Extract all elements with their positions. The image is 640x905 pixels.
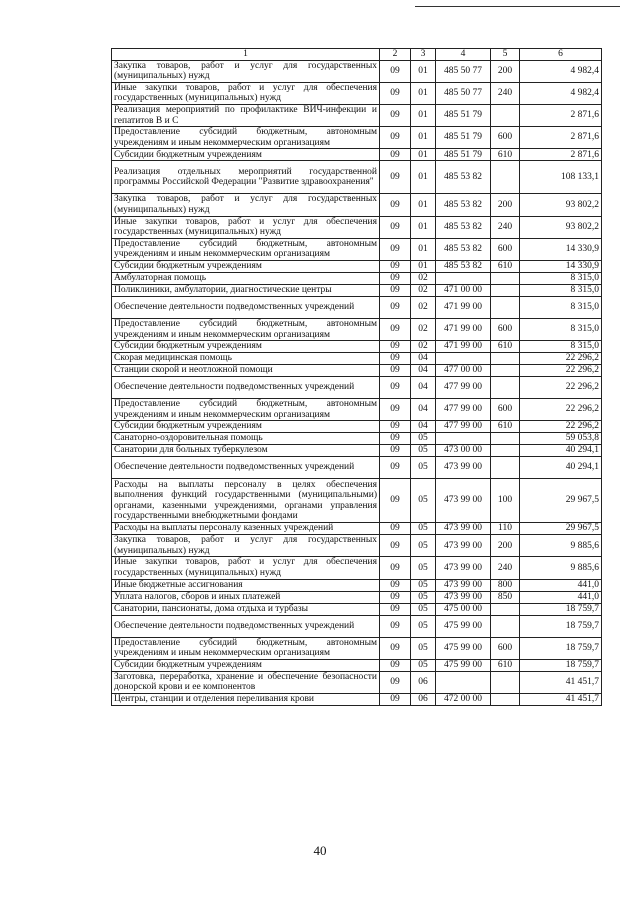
expense-type-code: 200 xyxy=(491,194,520,216)
section-code: 09 xyxy=(380,479,411,523)
expense-type-code xyxy=(491,603,520,615)
amount: 441,0 xyxy=(520,591,602,603)
target-article-code: 471 99 00 xyxy=(436,318,491,340)
amount: 22 296,2 xyxy=(520,377,602,399)
item-name: Реализация отдельных мероприятий государственной программы Российской Федерации "Развитие здравоохранения" xyxy=(112,161,380,194)
target-article-code xyxy=(436,353,491,365)
table-row xyxy=(112,433,602,445)
target-article-code: 475 99 00 xyxy=(436,615,491,637)
subsection-code: 01 xyxy=(411,216,436,238)
table-row xyxy=(112,161,602,194)
expense-type-code xyxy=(491,353,520,365)
amount: 8 315,0 xyxy=(520,284,602,296)
amount: 22 296,2 xyxy=(520,421,602,433)
expense-type-code xyxy=(491,161,520,194)
subsection-code: 05 xyxy=(411,479,436,523)
amount: 41 451,7 xyxy=(520,694,602,706)
expense-type-code xyxy=(491,615,520,637)
subsection-code: 04 xyxy=(411,421,436,433)
subsection-code: 05 xyxy=(411,659,436,671)
expense-type-code: 110 xyxy=(491,523,520,535)
expense-type-code: 600 xyxy=(491,637,520,659)
item-name: Иные закупки товаров, работ и услуг для обеспечения государственных (муниципальных) нужд xyxy=(112,216,380,238)
section-code: 09 xyxy=(380,272,411,284)
table-row xyxy=(112,659,602,671)
expense-type-code xyxy=(491,671,520,693)
subsection-code: 05 xyxy=(411,457,436,479)
amount: 22 296,2 xyxy=(520,399,602,421)
column-header-3: 3 xyxy=(411,49,436,61)
item-name: Станции скорой и неотложной помощи xyxy=(112,365,380,377)
table-header-row xyxy=(112,49,602,61)
section-code: 09 xyxy=(380,523,411,535)
subsection-code: 04 xyxy=(411,377,436,399)
expense-type-code: 240 xyxy=(491,557,520,579)
amount: 40 294,1 xyxy=(520,445,602,457)
amount: 2 871,6 xyxy=(520,104,602,126)
table-row xyxy=(112,318,602,340)
subsection-code: 01 xyxy=(411,260,436,272)
item-name: Закупка товаров, работ и услуг для государственных (муниципальных) нужд xyxy=(112,535,380,557)
target-article-code: 477 99 00 xyxy=(436,421,491,433)
target-article-code: 475 00 00 xyxy=(436,603,491,615)
section-code: 09 xyxy=(380,659,411,671)
item-name: Субсидии бюджетным учреждениям xyxy=(112,659,380,671)
amount: 18 759,7 xyxy=(520,659,602,671)
subsection-code: 01 xyxy=(411,104,436,126)
table-row xyxy=(112,399,602,421)
expense-type-code xyxy=(491,365,520,377)
section-code: 09 xyxy=(380,216,411,238)
item-name: Обеспечение деятельности подведомственных учреждений xyxy=(112,377,380,399)
column-header-6: 6 xyxy=(520,49,602,61)
subsection-code: 01 xyxy=(411,149,436,161)
amount: 4 982,4 xyxy=(520,60,602,82)
item-name: Амбулаторная помощь xyxy=(112,272,380,284)
subsection-code: 02 xyxy=(411,284,436,296)
item-name: Обеспечение деятельности подведомственных учреждений xyxy=(112,615,380,637)
expense-type-code xyxy=(491,377,520,399)
subsection-code: 05 xyxy=(411,433,436,445)
item-name: Обеспечение деятельности подведомственных учреждений xyxy=(112,296,380,318)
section-code: 09 xyxy=(380,603,411,615)
target-article-code: 473 99 00 xyxy=(436,579,491,591)
table-row xyxy=(112,557,602,579)
table-row xyxy=(112,104,602,126)
expense-type-code: 610 xyxy=(491,421,520,433)
amount: 41 451,7 xyxy=(520,671,602,693)
subsection-code: 05 xyxy=(411,579,436,591)
table-row xyxy=(112,127,602,149)
table-row xyxy=(112,615,602,637)
subsection-code: 02 xyxy=(411,272,436,284)
expense-type-code: 240 xyxy=(491,82,520,104)
expense-type-code xyxy=(491,445,520,457)
target-article-code: 473 99 00 xyxy=(436,557,491,579)
target-article-code xyxy=(436,272,491,284)
table-row xyxy=(112,238,602,260)
subsection-code: 05 xyxy=(411,523,436,535)
table-row xyxy=(112,535,602,557)
section-code: 09 xyxy=(380,284,411,296)
subsection-code: 01 xyxy=(411,161,436,194)
expense-type-code: 600 xyxy=(491,127,520,149)
table-row xyxy=(112,260,602,272)
table-row xyxy=(112,603,602,615)
expense-type-code: 610 xyxy=(491,149,520,161)
item-name: Иные бюджетные ассигнования xyxy=(112,579,380,591)
subsection-code: 05 xyxy=(411,637,436,659)
subsection-code: 05 xyxy=(411,557,436,579)
item-name: Субсидии бюджетным учреждениям xyxy=(112,341,380,353)
target-article-code: 477 99 00 xyxy=(436,399,491,421)
section-code: 09 xyxy=(380,82,411,104)
section-code: 09 xyxy=(380,457,411,479)
section-code: 09 xyxy=(380,637,411,659)
item-name: Расходы на выплаты персоналу в целях обеспечения выполнения функций государственными (муниципальными) органами, казенными учреждениями, органами управления государственными внебюджетными фондами xyxy=(112,479,380,523)
subsection-code: 05 xyxy=(411,535,436,557)
table-row xyxy=(112,272,602,284)
section-code: 09 xyxy=(380,433,411,445)
amount: 14 330,9 xyxy=(520,238,602,260)
table-row xyxy=(112,341,602,353)
item-name: Предоставление субсидий бюджетным, автономным учреждениям и иным некоммерческим организациям xyxy=(112,399,380,421)
amount: 22 296,2 xyxy=(520,365,602,377)
amount: 59 053,8 xyxy=(520,433,602,445)
expense-type-code xyxy=(491,433,520,445)
expense-type-code: 600 xyxy=(491,318,520,340)
amount: 18 759,7 xyxy=(520,637,602,659)
section-code: 09 xyxy=(380,579,411,591)
target-article-code: 471 00 00 xyxy=(436,284,491,296)
item-name: Предоставление субсидий бюджетным, автономным учреждениям и иным некоммерческим организациям xyxy=(112,127,380,149)
amount: 2 871,6 xyxy=(520,149,602,161)
table-row xyxy=(112,523,602,535)
target-article-code: 485 51 79 xyxy=(436,127,491,149)
table-row xyxy=(112,694,602,706)
item-name: Заготовка, переработка, хранение и обеспечение безопасности донорской крови и ее компонентов xyxy=(112,671,380,693)
table-row xyxy=(112,479,602,523)
target-article-code: 475 99 00 xyxy=(436,637,491,659)
amount: 108 133,1 xyxy=(520,161,602,194)
target-article-code: 477 00 00 xyxy=(436,365,491,377)
column-header-1: 1 xyxy=(112,49,380,61)
subsection-code: 02 xyxy=(411,296,436,318)
section-code: 09 xyxy=(380,127,411,149)
expense-type-code xyxy=(491,272,520,284)
subsection-code: 04 xyxy=(411,353,436,365)
table-body xyxy=(112,60,602,705)
subsection-code: 06 xyxy=(411,671,436,693)
section-code: 09 xyxy=(380,238,411,260)
table-row xyxy=(112,60,602,82)
subsection-code: 01 xyxy=(411,194,436,216)
expense-type-code xyxy=(491,296,520,318)
subsection-code: 04 xyxy=(411,399,436,421)
amount: 9 885,6 xyxy=(520,557,602,579)
expense-type-code xyxy=(491,284,520,296)
expense-type-code xyxy=(491,457,520,479)
amount: 93 802,2 xyxy=(520,216,602,238)
amount: 93 802,2 xyxy=(520,194,602,216)
subsection-code: 05 xyxy=(411,591,436,603)
table-row xyxy=(112,445,602,457)
amount: 441,0 xyxy=(520,579,602,591)
target-article-code: 485 50 77 xyxy=(436,82,491,104)
target-article-code: 471 99 00 xyxy=(436,296,491,318)
amount: 29 967,5 xyxy=(520,479,602,523)
target-article-code: 485 51 79 xyxy=(436,104,491,126)
subsection-code: 01 xyxy=(411,238,436,260)
table-row xyxy=(112,216,602,238)
expense-type-code: 600 xyxy=(491,238,520,260)
subsection-code: 01 xyxy=(411,127,436,149)
subsection-code: 04 xyxy=(411,365,436,377)
item-name: Субсидии бюджетным учреждениям xyxy=(112,421,380,433)
amount: 8 315,0 xyxy=(520,272,602,284)
target-article-code: 485 53 82 xyxy=(436,161,491,194)
section-code: 09 xyxy=(380,161,411,194)
target-article-code: 485 53 82 xyxy=(436,238,491,260)
subsection-code: 02 xyxy=(411,341,436,353)
column-header-4: 4 xyxy=(436,49,491,61)
target-article-code: 473 99 00 xyxy=(436,523,491,535)
expense-type-code xyxy=(491,104,520,126)
table-row xyxy=(112,149,602,161)
target-article-code: 473 99 00 xyxy=(436,535,491,557)
amount: 40 294,1 xyxy=(520,457,602,479)
target-article-code: 475 99 00 xyxy=(436,659,491,671)
item-name: Уплата налогов, сборов и иных платежей xyxy=(112,591,380,603)
table-row xyxy=(112,284,602,296)
amount: 8 315,0 xyxy=(520,318,602,340)
section-code: 09 xyxy=(380,399,411,421)
target-article-code: 473 00 00 xyxy=(436,445,491,457)
target-article-code: 485 53 82 xyxy=(436,194,491,216)
item-name: Субсидии бюджетным учреждениям xyxy=(112,149,380,161)
section-code: 09 xyxy=(380,694,411,706)
item-name: Закупка товаров, работ и услуг для государственных (муниципальных) нужд xyxy=(112,60,380,82)
item-name: Иные закупки товаров, работ и услуг для обеспечения государственных (муниципальных) нужд xyxy=(112,82,380,104)
amount: 2 871,6 xyxy=(520,127,602,149)
target-article-code: 477 99 00 xyxy=(436,377,491,399)
subsection-code: 05 xyxy=(411,603,436,615)
item-name: Санаторно-оздоровительная помощь xyxy=(112,433,380,445)
column-header-5: 5 xyxy=(491,49,520,61)
section-code: 09 xyxy=(380,296,411,318)
item-name: Поликлиники, амбулатории, диагностические центры xyxy=(112,284,380,296)
amount: 22 296,2 xyxy=(520,353,602,365)
expense-type-code: 100 xyxy=(491,479,520,523)
budget-table xyxy=(111,48,602,706)
amount: 18 759,7 xyxy=(520,615,602,637)
table-row xyxy=(112,353,602,365)
table-row xyxy=(112,421,602,433)
expense-type-code: 610 xyxy=(491,659,520,671)
target-article-code: 485 50 77 xyxy=(436,60,491,82)
subsection-code: 01 xyxy=(411,60,436,82)
section-code: 09 xyxy=(380,341,411,353)
expense-type-code: 200 xyxy=(491,535,520,557)
item-name: Закупка товаров, работ и услуг для государственных (муниципальных) нужд xyxy=(112,194,380,216)
subsection-code: 01 xyxy=(411,82,436,104)
item-name: Обеспечение деятельности подведомственных учреждений xyxy=(112,457,380,479)
expense-type-code: 200 xyxy=(491,60,520,82)
section-code: 09 xyxy=(380,615,411,637)
section-code: 09 xyxy=(380,194,411,216)
target-article-code: 472 00 00 xyxy=(436,694,491,706)
amount: 29 967,5 xyxy=(520,523,602,535)
section-code: 09 xyxy=(380,104,411,126)
target-article-code: 473 99 00 xyxy=(436,479,491,523)
section-code: 09 xyxy=(380,318,411,340)
page-number: 40 xyxy=(313,843,327,858)
section-code: 09 xyxy=(380,557,411,579)
header-rule xyxy=(415,6,620,7)
item-name: Центры, станции и отделения переливания крови xyxy=(112,694,380,706)
item-name: Санатории для больных туберкулезом xyxy=(112,445,380,457)
table-row xyxy=(112,591,602,603)
section-code: 09 xyxy=(380,365,411,377)
table-row xyxy=(112,365,602,377)
table-row xyxy=(112,579,602,591)
item-name: Скорая медицинская помощь xyxy=(112,353,380,365)
table-row xyxy=(112,457,602,479)
expense-type-code: 850 xyxy=(491,591,520,603)
column-header-2: 2 xyxy=(380,49,411,61)
table-row xyxy=(112,637,602,659)
table-row xyxy=(112,82,602,104)
amount: 8 315,0 xyxy=(520,341,602,353)
table-row xyxy=(112,296,602,318)
section-code: 09 xyxy=(380,671,411,693)
item-name: Предоставление субсидий бюджетным, автономным учреждениям и иным некоммерческим организациям xyxy=(112,637,380,659)
section-code: 09 xyxy=(380,353,411,365)
target-article-code: 473 99 00 xyxy=(436,591,491,603)
section-code: 09 xyxy=(380,377,411,399)
section-code: 09 xyxy=(380,149,411,161)
table-row xyxy=(112,671,602,693)
table-row xyxy=(112,194,602,216)
item-name: Субсидии бюджетным учреждениям xyxy=(112,260,380,272)
expense-type-code xyxy=(491,694,520,706)
target-article-code: 485 53 82 xyxy=(436,216,491,238)
section-code: 09 xyxy=(380,591,411,603)
subsection-code: 05 xyxy=(411,445,436,457)
table-row xyxy=(112,377,602,399)
target-article-code: 485 51 79 xyxy=(436,149,491,161)
amount: 18 759,7 xyxy=(520,603,602,615)
item-name: Предоставление субсидий бюджетным, автономным учреждениям и иным некоммерческим организациям xyxy=(112,318,380,340)
expense-type-code: 610 xyxy=(491,341,520,353)
target-article-code xyxy=(436,671,491,693)
item-name: Расходы на выплаты персоналу казенных учреждений xyxy=(112,523,380,535)
amount: 4 982,4 xyxy=(520,82,602,104)
subsection-code: 02 xyxy=(411,318,436,340)
amount: 8 315,0 xyxy=(520,296,602,318)
item-name: Предоставление субсидий бюджетным, автономным учреждениям и иным некоммерческим организациям xyxy=(112,238,380,260)
section-code: 09 xyxy=(380,535,411,557)
target-article-code: 473 99 00 xyxy=(436,457,491,479)
section-code: 09 xyxy=(380,445,411,457)
amount: 14 330,9 xyxy=(520,260,602,272)
section-code: 09 xyxy=(380,60,411,82)
subsection-code: 06 xyxy=(411,694,436,706)
expense-type-code: 240 xyxy=(491,216,520,238)
section-code: 09 xyxy=(380,260,411,272)
subsection-code: 05 xyxy=(411,615,436,637)
expense-type-code: 610 xyxy=(491,260,520,272)
amount: 9 885,6 xyxy=(520,535,602,557)
target-article-code xyxy=(436,433,491,445)
target-article-code: 485 53 82 xyxy=(436,260,491,272)
section-code: 09 xyxy=(380,421,411,433)
item-name: Реализация мероприятий по профилактике ВИЧ-инфекции и гепатитов В и С xyxy=(112,104,380,126)
item-name: Санатории, пансионаты, дома отдыха и турбазы xyxy=(112,603,380,615)
item-name: Иные закупки товаров, работ и услуг для обеспечения государственных (муниципальных) нужд xyxy=(112,557,380,579)
target-article-code: 471 99 00 xyxy=(436,341,491,353)
expense-type-code: 800 xyxy=(491,579,520,591)
expense-type-code: 600 xyxy=(491,399,520,421)
